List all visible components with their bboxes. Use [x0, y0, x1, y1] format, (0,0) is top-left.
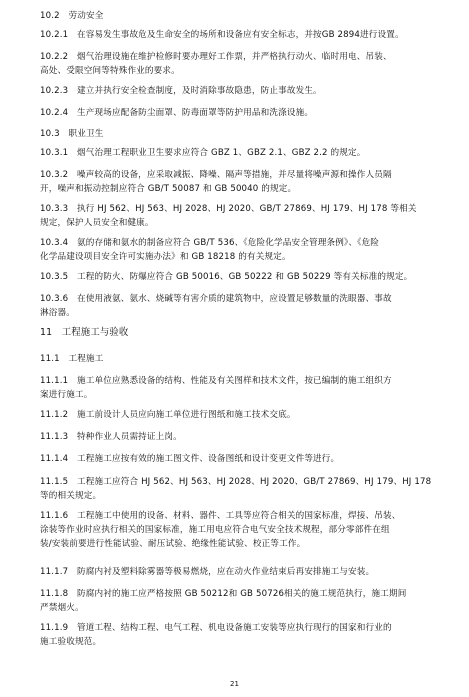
- text-line: 11.1.9 管道工程、结构工程、电气工程、机电设备施工安装等应执行现行的国家和行业的: [40, 623, 392, 633]
- text-line: 10.3 职业卫生: [40, 129, 104, 139]
- text-line: 等的相关规定。: [40, 491, 102, 501]
- text-line: 10.3.4 氨的存储和氨水的制备应符合 GB/T 536、《危险化学品安全管理条例》、《危险: [40, 238, 380, 248]
- text-line: 开，噪声和振动控制应符合 GB/T 50087 和 GB 50040 的规定。: [40, 184, 297, 194]
- text-line: 10.2.1 在容易发生事故危及生命安全的场所和设备应有安全标志，并按GB 2894进行设置。: [40, 30, 404, 40]
- page-number: 21: [230, 680, 239, 688]
- text-line: 11.1.2 施工前设计人员应向施工单位进行图纸和施工技术交底。: [40, 410, 296, 420]
- paragraph: [40, 587, 440, 615]
- text-line: 案进行施工。: [40, 390, 93, 400]
- paragraph: [40, 236, 440, 264]
- text-line: 11.1.3 特种作业人员需持证上岗。: [40, 432, 182, 442]
- text-line: 涂装等作业时应执行相关的国家标准，施工用电应符合电气安全技术规程，部分零部件在组: [40, 525, 390, 535]
- text-line: 淋浴器。: [40, 308, 75, 318]
- paragraph: [40, 9, 440, 23]
- text-line: 11.1.6 工程施工中使用的设备、材料、器件、工具等应符合相关的国家标准，焊接、吊装、: [40, 511, 401, 521]
- text-line: 10.2.3 建立并执行安全检查制度，及时消除事故隐患，防止事故发生。: [40, 86, 322, 96]
- text-line: 10.2 劳动安全: [40, 11, 104, 21]
- text-line: 10.3.1 烟气治理工程职业卫生要求应符合 GBZ 1、GBZ 2.1、GBZ 2.2 的规定。: [40, 148, 366, 158]
- paragraph: [40, 146, 440, 160]
- text-line: 11.1.4 工程施工应按有效的施工图文件、设备图纸和设计变更文件等进行。: [40, 454, 340, 464]
- text-line: 10.3.5 工程的防火、防爆应符合 GB 50016、GB 50222 和 GB 50229 等有关标准的规定。: [40, 272, 413, 282]
- paragraph: [40, 127, 440, 141]
- paragraph: [40, 106, 440, 120]
- text-line: 高处、受限空间等特殊作业的要求。: [40, 66, 180, 76]
- text-line: 装/安装前要进行性能试验、耐压试验、绝缘性能试验、校正等工作。: [40, 539, 306, 549]
- paragraph: [40, 270, 440, 284]
- text-line: 化学品建设项目安全许可实施办法》和 GB 18218 的有关规定。: [40, 252, 291, 262]
- text-line: 11.1 工程施工: [40, 354, 104, 364]
- paragraph: [40, 374, 440, 402]
- paragraph: [40, 565, 440, 579]
- text-line: 施工验收规范。: [40, 637, 102, 647]
- paragraph: [40, 452, 440, 466]
- paragraph: [40, 621, 440, 649]
- paragraph: [40, 28, 440, 42]
- paragraph: [40, 430, 440, 444]
- text-line: 10.3.6 在使用液氨、氨水、烧碱等有害介质的建筑物中，应设置足够数量的洗眼器、事故: [40, 294, 392, 304]
- text-line: 10.2.2 烟气治理设施在维护检修时要办理好工作票，并严格执行动火、临时用电、吊装、: [40, 52, 392, 62]
- text-line: 11 工程施工与验收: [40, 327, 129, 338]
- text-line: 10.3.3 执行 HJ 562、HJ 563、HJ 2028、HJ 2020、GB/T 27869、HJ 179、HJ 178 等相关: [40, 204, 417, 214]
- paragraph: [40, 408, 440, 422]
- paragraph: [40, 509, 440, 551]
- text-line: 10.3.2 噪声较高的设备，应采取减振、降噪、隔声等措施，并尽量将噪声源和操作人员隔: [40, 170, 392, 180]
- text-line: 11.1.5 工程施工应符合 HJ 562、HJ 563、HJ 2028、HJ 2020、GB/T 27869、HJ 179、HJ 178: [40, 477, 432, 487]
- paragraph: [40, 292, 440, 320]
- paragraph: [40, 50, 440, 78]
- paragraph: [40, 84, 440, 98]
- text-line: 规定，保护人员安全和健康。: [40, 218, 154, 228]
- text-line: 11.1.1 施工单位应熟悉设备的结构、性能及有关图样和技术文件，按已编制的施工组织方: [40, 376, 392, 386]
- paragraph: [40, 352, 440, 366]
- text-line: 严禁烟火。: [40, 603, 84, 613]
- text-line: 10.2.4 生产现场应配备防尘面罩、防毒面罩等防护用品和洗涤设施。: [40, 108, 314, 118]
- text-line: 11.1.8 防腐内衬的施工应严格按照 GB 50212和 GB 50726相关的施工规范执行，施工期间: [40, 589, 407, 599]
- paragraph: [40, 202, 440, 230]
- chapter-heading: [40, 326, 440, 340]
- text-line: 11.1.7 防腐内衬及塑料除雾器等极易燃烧，应在动火作业结束后再安排施工与安装。: [40, 567, 375, 577]
- paragraph: [40, 475, 440, 503]
- paragraph: [40, 168, 440, 196]
